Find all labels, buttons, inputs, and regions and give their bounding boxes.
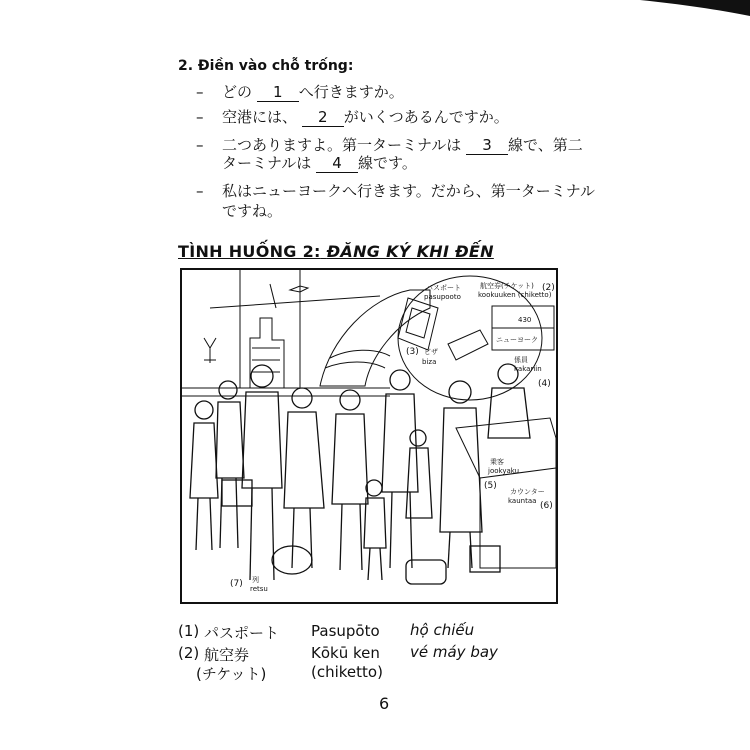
label-passport-jp: パスポート [426,284,461,292]
board-flight-number: 430 [518,316,532,324]
vocab-1-meaning: hộ chiếu [410,621,475,639]
label-visa-jp: ビザ [424,348,438,356]
blank-1: 1 [257,84,299,102]
section-title [178,242,494,261]
exercise-line-3-cont: ターミナルは 4 線です。 [222,154,417,172]
page-number: 6 [379,694,390,713]
exercise-line-2: – 空港には、 2 がいくつあるんですか。 [196,108,509,126]
vocab-2-meaning: vé máy bay [410,643,498,661]
blank-4: 4 [316,155,358,173]
label-ticket-jp: 航空券(チケット) [480,282,534,290]
label-passenger-jp: 乗客 [490,458,504,466]
label-clerk-num: (4) [538,379,551,389]
blank-3: 3 [466,137,508,155]
exercise-line-1: – どの 1 へ行きますか。 [196,83,404,101]
check-in-illustration [180,268,558,604]
label-passport-romaji: pasupooto [424,293,461,301]
label-line-num: (7) [230,579,243,589]
label-clerk-romaji: kakariin [514,365,542,373]
label-passenger-romaji: jookyaku [488,467,520,475]
vocab-2-num: (2) [178,644,200,662]
vocab-1-num: (1) [178,622,200,640]
page-corner-shadow [630,0,750,16]
exercise-line-4: – 私はニューヨークへ行きます。だから、第一ターミナル [196,182,596,200]
label-visa-romaji: biza [422,358,437,366]
section-heading: ĐĂNG KÝ KHI ĐẾN [326,242,494,261]
vocab-1-romaji: Pasupōto [311,622,380,640]
vocab-2-romaji-reading: (chiketto) [311,663,383,681]
exercise-line-3: – 二つありますよ。第一ターミナルは 3 線で、第二 [196,136,583,154]
label-ticket-num: (2) [542,283,555,293]
label-ticket-romaji: kookuuken (chiketto) [478,291,552,299]
exercise-line-4-cont: ですね。 [222,202,283,220]
vocab-2-jp-reading: (チケット) [196,665,267,683]
section-prefix: TÌNH HUỐNG 2: [178,242,321,261]
vocab-1-jp: パスポート [204,624,280,642]
label-line-jp: 列 [252,576,259,584]
label-counter-jp: カウンター [510,488,545,496]
exercise-title: 2. Điền vào chỗ trống: [178,58,354,74]
label-clerk-jp: 係員 [514,356,528,364]
label-visa-num: (3) [406,347,419,357]
label-line-romaji: retsu [250,585,268,593]
label-counter-num: (6) [540,501,553,511]
board-destination: ニューヨーク [496,336,538,344]
vocab-2-jp: 航空券 [204,646,250,664]
label-counter-romaji: kauntaa [508,497,537,505]
blank-2: 2 [302,109,344,127]
label-passenger-num: (5) [484,481,497,491]
vocab-2-romaji: Kōkū ken [311,644,380,662]
